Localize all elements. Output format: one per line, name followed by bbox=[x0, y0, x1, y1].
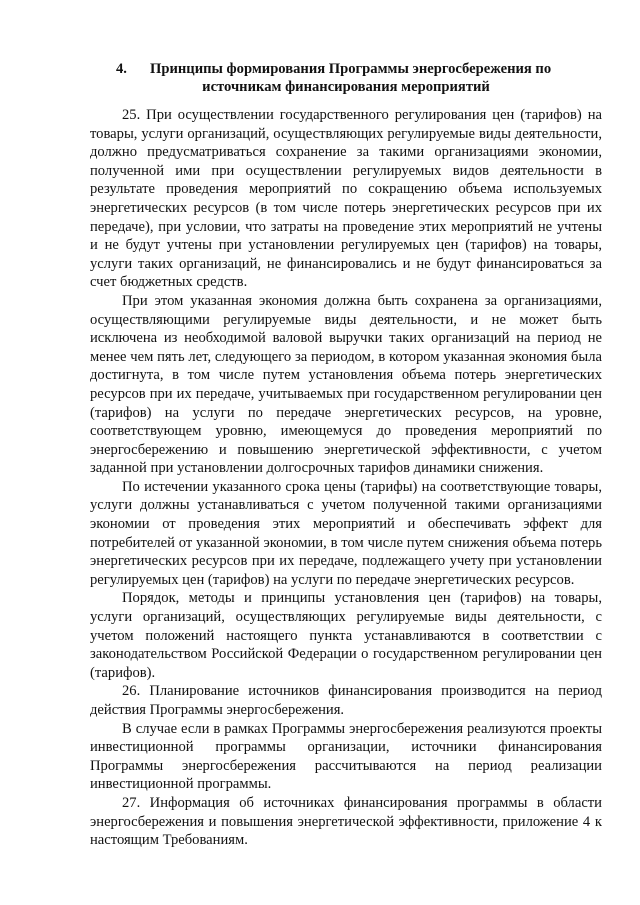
section-title-line2: источникам финансирования мероприятий bbox=[202, 79, 490, 95]
section-heading-line1 bbox=[90, 60, 602, 78]
document-page bbox=[90, 60, 602, 850]
section-number: 4. bbox=[116, 61, 127, 77]
section-title-line1: Принципы формирования Программы энергосбережения по bbox=[150, 61, 552, 77]
paragraph-26: 26. Планирование источников финансирования производится на период действия Программы энергосбережения. bbox=[90, 683, 602, 718]
paragraph-25-procedure: Порядок, методы и принципы установления цен (тарифов) на товары, услуги организаций, осуществляющих регулируемые виды деятельности, с учетом положений настоящего пункта устанавливаются в соответствии с законодательством Российской Федерации о государственном регулировании цен (тарифов). bbox=[90, 590, 602, 681]
section-heading bbox=[90, 60, 602, 96]
paragraph-27: 27. Информация об источниках финансирования программы в области энергосбережения и повышения энергетической эффективности, приложение 4 к настоящим Требованиям. bbox=[90, 794, 602, 849]
paragraph-25-economy: При этом указанная экономия должна быть сохранена за организациями, осуществляющими регулируемые виды деятельности, и не может быть исключена из необходимой валовой выручки таких организаций на период не менее чем пять лет, следующего за периодом, в котором указанная экономия была достигнута, в том числе путем установления объема потерь энергетических ресурсов при их передаче, учитываемых при государственном регулировании цен (тарифов) на услуги по передаче энергетических ресурсов, на уровне, соответствующем уровню, имеющемуся до проведения мероприятий по энергосбережению и повышению энергетической эффективности, с учетом заданной при установлении долгосрочных тарифов динамики снижения. bbox=[90, 292, 602, 477]
paragraph-25-expiry: По истечении указанного срока цены (тарифы) на соответствующие товары, услуги должны устанавливаться с учетом полученной такими организациями экономии от проведения этих мероприятий и обеспечивать эффект для потребителей от указанной экономии, в том числе путем снижения объема потерь энергетических ресурсов при их передаче, подлежащего учету при установлении регулируемых цен (тарифов) на услуги по передаче энергетических ресурсов. bbox=[90, 478, 602, 588]
paragraph-25: 25. При осуществлении государственного регулирования цен (тарифов) на товары, услуги организаций, осуществляющих регулируемые виды деятельности, должно предусматриваться сохранение за такими организациями экономии, полученной ими при осуществлении регулируемых видов деятельности в результате проведения мероприятий по сокращению объема используемых энергетических ресурсов (в том числе потерь энергетических ресурсов при их передаче), при условии, что затраты на проведение этих мероприятий не учтены и не будут учтены при установлении регулируемых цен (тарифов) на товары, услуги таких организаций, не финансировались и не будут финансироваться за счет бюджетных средств. bbox=[90, 107, 602, 291]
paragraph-26-investment: В случае если в рамках Программы энергосбережения реализуются проекты инвестиционной программы организации, источники финансирования Программы энергосбережения рассчитываются на период реализации инвестиционной программы. bbox=[90, 720, 602, 793]
